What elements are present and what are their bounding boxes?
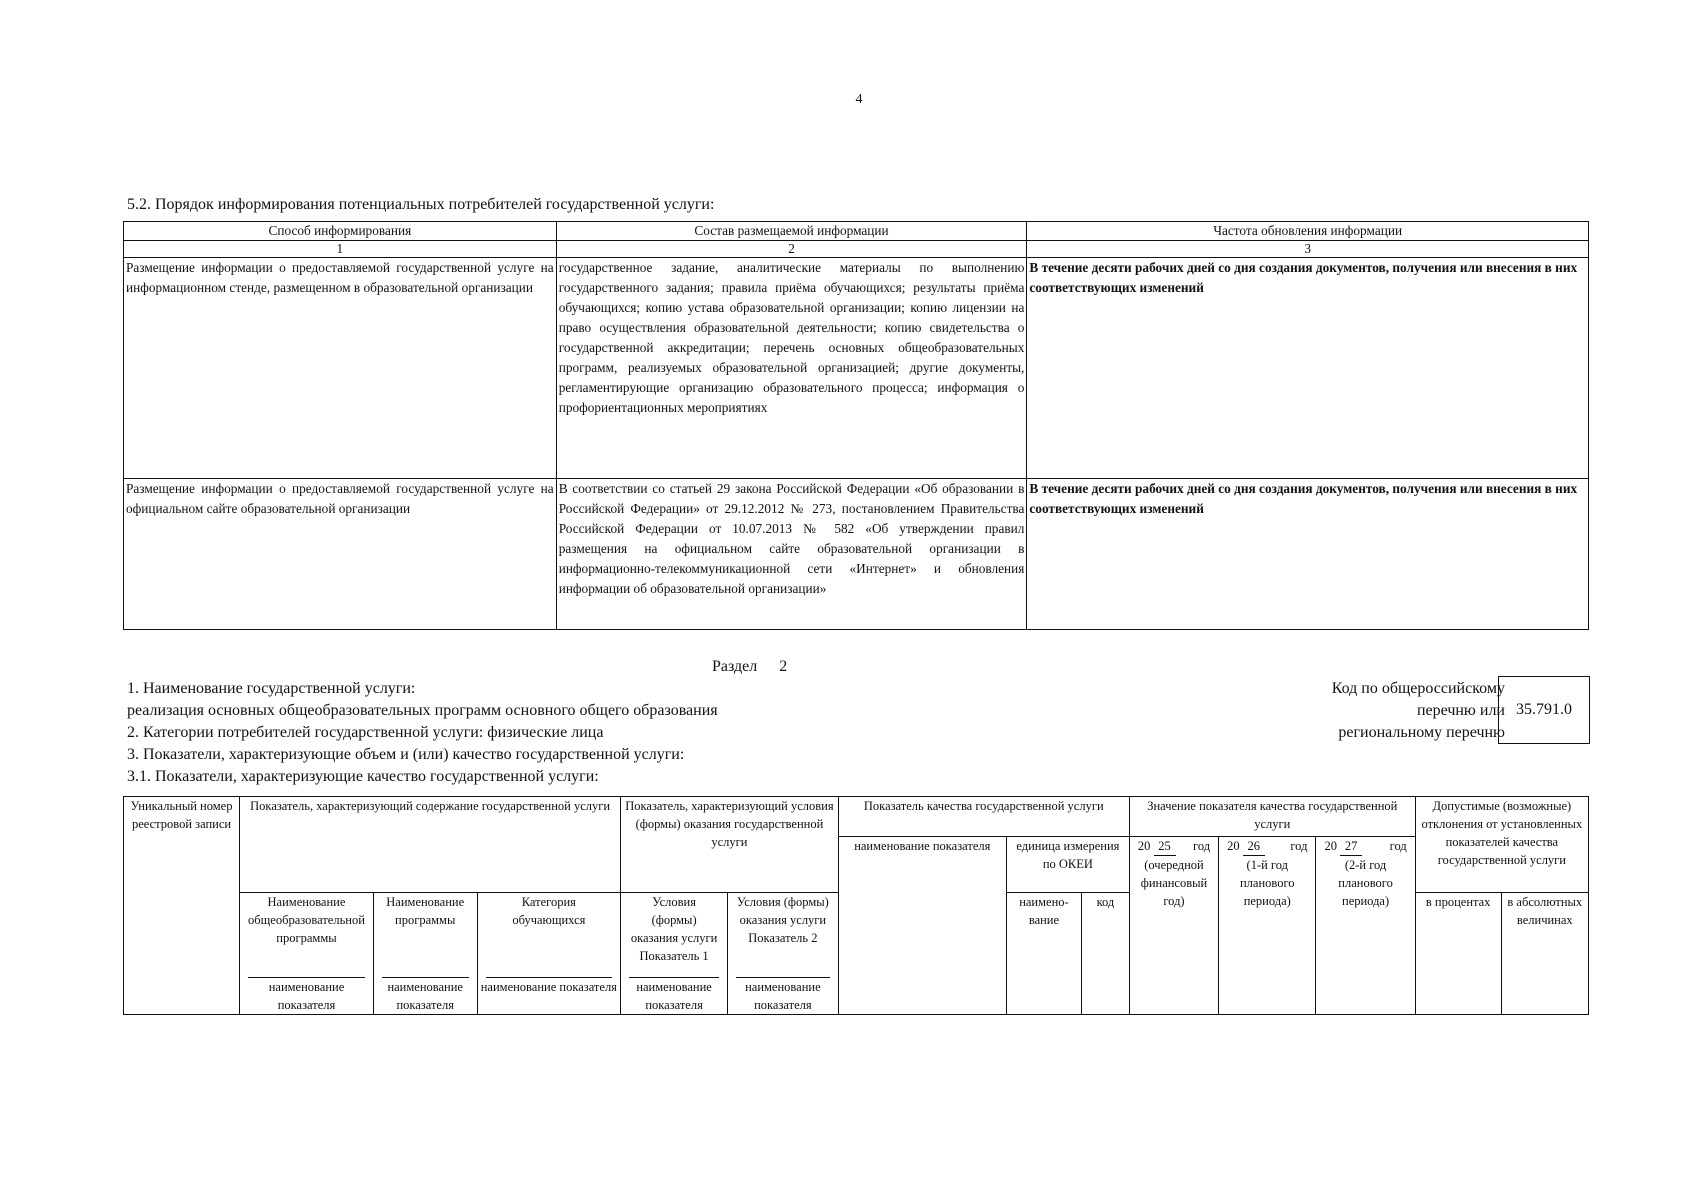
unit-name: наимено-вание	[1006, 893, 1081, 1015]
info-content: В соответствии со статьей 29 закона Российской Федерации «Об образовании в Российской Федерации» от 29.12.2012 № 273, постановлением Правительства Российской Федерации от 10.07.2013 № 582 «Об утверждении правил размещения на официальном сайте образовательной организации в информационно-телекоммуникационной сети «Интернет» и обновления информации об образовательной организации»	[556, 479, 1027, 630]
column-number: 1	[124, 241, 557, 258]
year-3-column: 20 27 год (2-й год планового периода)	[1316, 837, 1415, 1015]
info-method: Размещение информации о предоставляемой государственной услуге на информационном стенде, размещенном в образовательной организации	[124, 258, 557, 479]
quality-indicator-name: наименование показателя	[838, 837, 1006, 1015]
section-5-2-title: 5.2. Порядок информирования потенциальных потребителей государственной услуги:	[127, 196, 715, 213]
header-content-indicator: Показатель, характеризующий содержание государственной услуги	[240, 797, 621, 893]
quality-indicators-heading: 3.1. Показатели, характеризующие качество государственной услуги:	[127, 768, 599, 785]
table-row	[124, 258, 1589, 479]
content-category: Категория обучающихся наименование показателя	[477, 893, 621, 1015]
quality-unit: единица измерения по ОКЕИ	[1006, 837, 1129, 893]
registry-code-value: 35.791.0	[1498, 676, 1590, 744]
section-heading: Раздел 2	[712, 658, 788, 675]
header-frequency: Частота обновления информации	[1027, 222, 1589, 241]
header-quality-indicator: Показатель качества государственной услуги	[838, 797, 1129, 837]
quality-indicators-table	[123, 796, 1589, 1015]
content-program: Наименование общеобразовательной программы наименование показателя	[240, 893, 374, 1015]
deviation-percent: в процентах	[1415, 893, 1501, 1015]
table-row	[124, 479, 1589, 630]
year-1-column: 20 25 год (очередной финансовый год)	[1129, 837, 1218, 1015]
column-number: 2	[556, 241, 1027, 258]
header-deviation: Допустимые (возможные) отклонения от установленных показателей качества государственной услуги	[1415, 797, 1588, 893]
header-method: Способ информирования	[124, 222, 557, 241]
unit-code: код	[1081, 893, 1129, 1015]
consumer-category: 2. Категории потребителей государственной услуги: физические лица	[127, 724, 604, 741]
info-frequency: В течение десяти рабочих дней со дня создания документов, получения или внесения в них соответствующих изменений	[1027, 258, 1589, 479]
year-2-column: 20 26 год (1-й год планового периода)	[1219, 837, 1316, 1015]
registry-code-label: Код по общероссийскому перечню или региональному перечню	[1331, 680, 1505, 741]
condition-2: Условия (формы) оказания услуги Показатель 2 наименование показателя	[728, 893, 839, 1015]
service-name-label: 1. Наименование государственной услуги:	[127, 680, 416, 697]
info-content: государственное задание, аналитические материалы по выполнению государственного задания; правила приёма обучающихся; результаты приёма обучающихся; копию устава образовательной организации; копию лицензии на право осуществления образовательной деятельности; копию свидетельства о государственной аккредитации; перечень основных общеобразовательных программ, реализуемых образовательной организацией; другие документы, регламентирующие организацию образовательного процесса; информация о профориентационных мероприятиях	[556, 258, 1027, 479]
header-quality-value: Значение показателя качества государственной услуги	[1129, 797, 1415, 837]
header-registry-number: Уникальный номер реестровой записи	[124, 797, 240, 1015]
header-conditions-indicator: Показатель, характеризующий условия (формы) оказания государственной услуги	[621, 797, 839, 893]
page-number: 4	[855, 92, 863, 107]
deviation-absolute: в абсолютных величинах	[1501, 893, 1588, 1015]
information-table	[123, 221, 1589, 630]
info-method: Размещение информации о предоставляемой государственной услуге на официальном сайте образовательной организации	[124, 479, 557, 630]
column-number: 3	[1027, 241, 1589, 258]
indicators-heading: 3. Показатели, характеризующие объем и (или) качество государственной услуги:	[127, 746, 685, 763]
header-content: Состав размещаемой информации	[556, 222, 1027, 241]
content-program-name: Наименование программы наименование показателя	[373, 893, 477, 1015]
condition-1: Условия (формы) оказания услуги Показатель 1 наименование показателя	[621, 893, 728, 1015]
service-name-value: реализация основных общеобразовательных программ основного общего образования	[127, 702, 718, 719]
info-frequency: В течение десяти рабочих дней со дня создания документов, получения или внесения в них соответствующих изменений	[1027, 479, 1589, 630]
